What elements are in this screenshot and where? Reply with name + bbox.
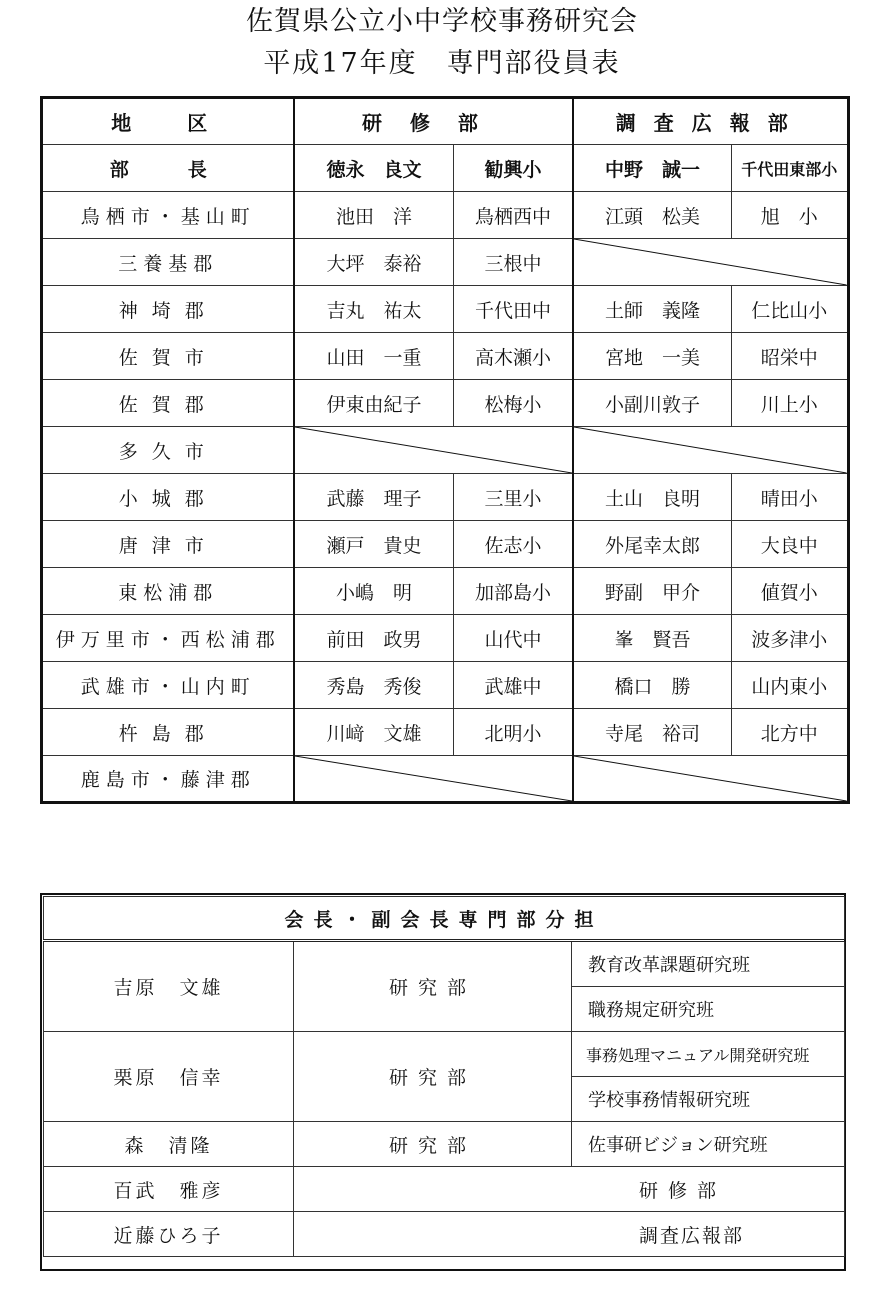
region-name: 杵島郡 (42, 709, 295, 756)
training-officer-name: 池田 洋 (294, 192, 453, 239)
leader-research-school: 千代田東部小 (731, 145, 848, 192)
empty-slash (295, 427, 572, 473)
region-name: 鹿島市・藤津郡 (42, 756, 295, 803)
research-officer-name: 宮地 一美 (573, 333, 731, 380)
region-row (42, 239, 849, 286)
training-officer-school: 加部島小 (453, 568, 573, 615)
training-officer-name: 大坪 泰裕 (294, 239, 453, 286)
research-officer-school: 昭栄中 (731, 333, 848, 380)
region-row (42, 333, 849, 380)
region-rows (42, 192, 849, 803)
research-empty-cell (573, 756, 848, 803)
research-officer-name: 小副川敦子 (573, 380, 731, 427)
header-row (42, 98, 849, 145)
officer-name: 森 清隆 (44, 1122, 294, 1167)
region-name: 東松浦郡 (42, 568, 295, 615)
region-row (42, 662, 849, 709)
research-group: 教育改革課題研究班 (572, 941, 845, 987)
training-officer-school: 三根中 (453, 239, 573, 286)
research-officer-name: 橋口 勝 (573, 662, 731, 709)
training-officer-school: 武雄中 (453, 662, 573, 709)
research-officer-school: 大良中 (731, 521, 848, 568)
assignment-row (44, 941, 845, 987)
research-officer-school: 仁比山小 (731, 286, 848, 333)
region-row (42, 521, 849, 568)
officer-name: 百武 雅彦 (44, 1167, 294, 1212)
region-row (42, 709, 849, 756)
assignment-row (44, 1167, 845, 1212)
research-officer-school: 北方中 (731, 709, 848, 756)
region-row (42, 427, 849, 474)
leader-research-name: 中野 誠一 (573, 145, 731, 192)
training-officer-school: 三里小 (453, 474, 573, 521)
leader-label: 部 長 (42, 145, 295, 192)
region-name: 多久市 (42, 427, 295, 474)
research-group: 事務処理マニュアル開発研究班 (572, 1032, 845, 1077)
assignment-rows (44, 941, 845, 1257)
department: 研究部 (294, 941, 572, 1032)
region-name: 武雄市・山内町 (42, 662, 295, 709)
header-training: 研修部 (294, 98, 573, 145)
region-row (42, 474, 849, 521)
training-officer-name: 武藤 理子 (294, 474, 453, 521)
training-officer-name: 小嶋 明 (294, 568, 453, 615)
region-name: 佐賀市 (42, 333, 295, 380)
research-officer-name: 土山 良明 (573, 474, 731, 521)
region-row (42, 756, 849, 803)
assignment-title-row (44, 897, 845, 941)
training-officer-name: 瀬戸 貴史 (294, 521, 453, 568)
research-officer-school: 旭 小 (731, 192, 848, 239)
research-officer-school: 川上小 (731, 380, 848, 427)
leader-training-school: 勧興小 (453, 145, 573, 192)
training-officer-school: 鳥栖西中 (453, 192, 573, 239)
document-title: 佐賀県公立小中学校事務研究会 (246, 6, 638, 37)
training-officer-school: 高木瀬小 (453, 333, 573, 380)
research-empty-cell (573, 427, 848, 474)
research-officer-name: 外尾幸太郎 (573, 521, 731, 568)
region-row (42, 568, 849, 615)
header-region: 地 区 (42, 98, 295, 145)
officer-name: 栗原 信幸 (44, 1032, 294, 1122)
research-officer-name: 寺尾 裕司 (573, 709, 731, 756)
officer-table (40, 96, 850, 804)
header-research: 調査広報部 (573, 98, 848, 145)
research-officer-school: 波多津小 (731, 615, 848, 662)
region-name: 佐賀郡 (42, 380, 295, 427)
department: 研究部 (294, 1032, 572, 1122)
region-name: 鳥栖市・基山町 (42, 192, 295, 239)
assignment-title: 会長・副会長専門部分担 (44, 897, 845, 941)
training-officer-school: 佐志小 (453, 521, 573, 568)
department: 調査広報部 (294, 1212, 845, 1257)
region-row (42, 380, 849, 427)
training-officer-name: 前田 政男 (294, 615, 453, 662)
training-officer-school: 山代中 (453, 615, 573, 662)
training-empty-cell (294, 756, 573, 803)
training-officer-name: 川﨑 文雄 (294, 709, 453, 756)
assignment-row (44, 1122, 845, 1167)
region-name: 唐津市 (42, 521, 295, 568)
empty-slash (574, 756, 847, 801)
research-group: 学校事務情報研究班 (572, 1077, 845, 1122)
training-officer-name: 吉丸 祐太 (294, 286, 453, 333)
assignment-row (44, 1212, 845, 1257)
region-row (42, 192, 849, 239)
training-officer-school: 北明小 (453, 709, 573, 756)
leader-training-name: 徳永 良文 (294, 145, 453, 192)
leader-row (42, 145, 849, 192)
department: 研修部 (294, 1167, 845, 1212)
training-officer-name: 山田 一重 (294, 333, 453, 380)
research-officer-name: 野副 甲介 (573, 568, 731, 615)
department: 研究部 (294, 1122, 572, 1167)
officer-name: 吉原 文雄 (44, 941, 294, 1032)
region-row (42, 286, 849, 333)
research-group: 佐事研ビジョン研究班 (572, 1122, 845, 1167)
document-subtitle: 平成17年度 専門部役員表 (263, 48, 621, 79)
assignment-row (44, 1032, 845, 1077)
research-officer-name: 江頭 松美 (573, 192, 731, 239)
assignment-table (43, 896, 845, 1257)
region-name: 小城郡 (42, 474, 295, 521)
region-row (42, 615, 849, 662)
empty-slash (574, 239, 847, 285)
research-officer-school: 値賀小 (731, 568, 848, 615)
training-empty-cell (294, 427, 573, 474)
training-officer-name: 秀島 秀俊 (294, 662, 453, 709)
training-officer-school: 千代田中 (453, 286, 573, 333)
region-name: 伊万里市・西松浦郡 (42, 615, 295, 662)
region-name: 三養基郡 (42, 239, 295, 286)
research-officer-name: 土師 義隆 (573, 286, 731, 333)
region-name: 神埼郡 (42, 286, 295, 333)
research-group: 職務規定研究班 (572, 987, 845, 1032)
empty-slash (574, 427, 847, 473)
research-officer-school: 晴田小 (731, 474, 848, 521)
training-officer-name: 伊東由紀子 (294, 380, 453, 427)
officer-name: 近藤ひろ子 (44, 1212, 294, 1257)
empty-slash (295, 756, 572, 801)
training-officer-school: 松梅小 (453, 380, 573, 427)
research-officer-name: 峯 賢吾 (573, 615, 731, 662)
research-officer-school: 山内東小 (731, 662, 848, 709)
research-empty-cell (573, 239, 848, 286)
